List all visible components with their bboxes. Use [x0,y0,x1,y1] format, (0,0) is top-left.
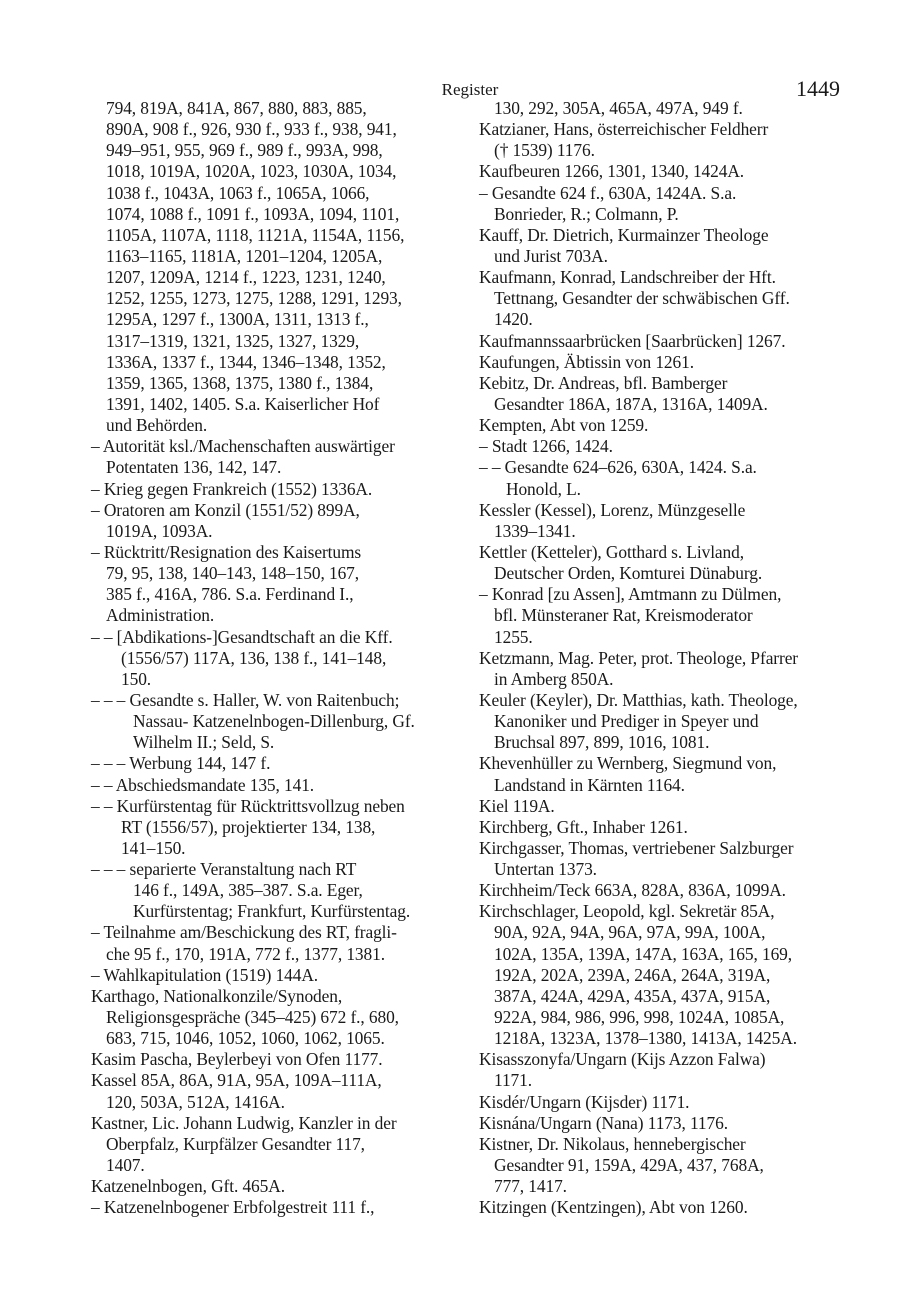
index-line: Kisasszonyfa/Ungarn (Kijs Azzon Falwa) [479,1049,766,1070]
index-line: 1317–1319, 1321, 1325, 1327, 1329, [106,330,360,351]
index-line: Khevenhüller zu Wernberg, Siegmund von, [479,753,777,774]
index-line: (1556/57) 117A, 136, 138 f., 141–148, [121,647,387,668]
index-line: Kauff, Dr. Dietrich, Kurmainzer Theologe [479,224,769,245]
index-line: 794, 819A, 841A, 867, 880, 883, 885, [106,98,367,118]
index-line: Kirchschlager, Leopold, kgl. Sekretär 85A, [479,901,775,922]
index-line: 141–150. [121,837,186,858]
index-line: 1391, 1402, 1405. S.a. Kaiserlicher Hof [106,393,380,414]
index-line: – – – separierte Veranstaltung nach RT [91,859,357,880]
index-line: che 95 f., 170, 191A, 772 f., 1377, 1381. [106,943,385,964]
index-line: 79, 95, 138, 140–143, 148–150, 167, [106,563,360,584]
index-line: 1252, 1255, 1273, 1275, 1288, 1291, 1293, [106,288,402,309]
index-line: 1171. [494,1070,532,1091]
index-line: – Rücktritt/Resignation des Kaisertums [91,541,362,562]
index-line: Kistner, Dr. Nikolaus, hennebergischer [479,1133,746,1154]
index-line: – Autorität ksl./Machenschaften auswärtiger [91,436,395,457]
index-line: 1074, 1088 f., 1091 f., 1093A, 1094, 1101, [106,203,400,224]
index-line: Kirchheim/Teck 663A, 828A, 836A, 1099A. [479,880,786,901]
index-line: Potentaten 136, 142, 147. [106,457,282,478]
index-line: Oberpfalz, Kurpfälzer Gesandter 117, [106,1133,365,1154]
index-line: Administration. [106,605,215,626]
index-line: – Oratoren am Konzil (1551/52) 899A, [91,499,360,520]
index-line: – Katzenelnbogener Erbfolgestreit 111 f., [91,1197,375,1218]
running-header: Register [441,80,499,99]
index-line: 385 f., 416A, 786. S.a. Ferdinand I., [106,584,354,605]
index-column-left [91,98,478,1218]
index-line: Bonrieder, R.; Colmann, P. [494,203,679,224]
index-line: 90A, 92A, 94A, 96A, 97A, 99A, 100A, [494,922,766,943]
index-line: Kasim Pascha, Beylerbeyi von Ofen 1177. [91,1049,383,1070]
index-line: Kanoniker und Prediger in Speyer und [494,711,759,732]
index-line: 1255. [494,626,533,647]
index-line: – Konrad [zu Assen], Amtmann zu Dülmen, [479,584,782,605]
index-line: – – Abschiedsmandate 135, 141. [91,774,315,795]
index-line: 1163–1165, 1181A, 1201–1204, 1205A, [106,245,383,266]
index-line: Karthago, Nationalkonzile/Synoden, [91,985,343,1006]
index-line: Religionsgespräche (345–425) 672 f., 680, [106,1007,399,1028]
index-line: – – Kurfürstentag für Rücktrittsvollzug neben [91,795,405,816]
index-line: – Stadt 1266, 1424. [479,436,613,457]
index-line: Kebitz, Dr. Andreas, bfl. Bamberger [479,372,728,393]
index-line: – Teilnahme am/Beschickung des RT, fragli- [91,922,397,943]
index-line: und Behörden. [106,415,208,436]
index-line: 683, 715, 1046, 1052, 1060, 1062, 1065. [106,1028,385,1049]
index-line: 130, 292, 305A, 465A, 497A, 949 f. [494,98,743,118]
index-line: 1420. [494,309,533,330]
index-line: Kaufungen, Äbtissin von 1261. [479,351,694,372]
index-line: 922A, 984, 986, 996, 998, 1024A, 1085A, [494,1007,785,1028]
index-line: Kessler (Kessel), Lorenz, Münzgeselle [479,499,746,520]
index-line: – Gesandte 624 f., 630A, 1424A. S.a. [479,182,737,203]
index-line: Kisdér/Ungarn (Kijsder) 1171. [479,1091,690,1112]
index-line: Kaufmannssaarbrücken [Saarbrücken] 1267. [479,330,786,351]
index-line: 890A, 908 f., 926, 930 f., 933 f., 938, 941, [106,119,397,140]
index-line: Kirchberg, Gft., Inhaber 1261. [479,816,688,837]
index-line: 1218A, 1323A, 1378–1380, 1413A, 1425A. [494,1028,797,1049]
index-line: 777, 1417. [494,1176,567,1197]
index-line: 1207, 1209A, 1214 f., 1223, 1231, 1240, [106,267,386,288]
index-line: – – – Gesandte s. Haller, W. von Raitenbuch; [91,689,400,710]
index-line: Untertan 1373. [494,859,597,880]
index-line: Kiel 119A. [479,795,555,816]
index-line: Tettnang, Gesandter der schwäbischen Gff. [494,288,790,309]
index-line: Kassel 85A, 86A, 91A, 95A, 109A–111A, [91,1070,382,1091]
index-line: Bruchsal 897, 899, 1016, 1081. [494,732,710,753]
index-line: Kettler (Ketteler), Gotthard s. Livland, [479,541,744,562]
index-line: 387A, 424A, 429A, 435A, 437A, 915A, [494,985,771,1006]
index-line: – Wahlkapitulation (1519) 144A. [91,964,319,985]
index-line: 1359, 1365, 1368, 1375, 1380 f., 1384, [106,372,374,393]
index-line: Wilhelm II.; Seld, S. [133,732,275,753]
index-line: 1295A, 1297 f., 1300A, 1311, 1313 f., [106,309,369,330]
index-line: – – Gesandte 624–626, 630A, 1424. S.a. [479,457,757,478]
index-line: in Amberg 850A. [494,668,614,689]
index-line: Kempten, Abt von 1259. [479,415,649,436]
index-line: Kastner, Lic. Johann Ludwig, Kanzler in der [91,1112,397,1133]
index-line: 102A, 135A, 139A, 147A, 163A, 165, 169, [494,943,793,964]
index-line: bfl. Münsteraner Rat, Kreismoderator [494,605,753,626]
index-line: 1336A, 1337 f., 1344, 1346–1348, 1352, [106,351,386,372]
index-line: – – [Abdikations-]Gesandtschaft an die Kff. [91,626,393,647]
index-line: Landstand in Kärnten 1164. [494,774,685,795]
index-line: 146 f., 149A, 385–387. S.a. Eger, [133,880,363,901]
index-line: Kurfürstentag; Frankfurt, Kurfürstentag. [133,901,411,922]
index-line: 1105A, 1107A, 1118, 1121A, 1154A, 1156, [106,224,405,245]
index-line: RT (1556/57), projektierter 134, 138, [121,816,376,837]
page-number: 1449 [796,76,840,101]
index-line: Kirchgasser, Thomas, vertriebener Salzburger [479,837,794,858]
index-line: 1019A, 1093A. [106,520,213,541]
index-column-right [479,98,851,1218]
index-line: Katzianer, Hans, österreichischer Feldherr [479,119,769,140]
index-line: Keuler (Keyler), Dr. Matthias, kath. Theologe, [479,689,798,710]
index-line: 1018, 1019A, 1020A, 1023, 1030A, 1034, [106,161,397,182]
index-line: Nassau- Katzenelnbogen-Dillenburg, Gf. [133,711,415,732]
index-line: Deutscher Orden, Komturei Dünaburg. [494,563,763,584]
index-line: Ketzmann, Mag. Peter, prot. Theologe, Pfarrer [479,647,799,668]
index-line: Katzenelnbogen, Gft. 465A. [91,1176,285,1197]
index-line: 1339–1341. [494,520,576,541]
index-line: 192A, 202A, 239A, 246A, 264A, 319A, [494,964,771,985]
index-line: 1038 f., 1043A, 1063 f., 1065A, 1066, [106,182,370,203]
index-line: Kitzingen (Kentzingen), Abt von 1260. [479,1197,748,1218]
index-line: 120, 503A, 512A, 1416A. [106,1091,285,1112]
index-line: und Jurist 703A. [494,245,608,266]
index-line: – – – Werbung 144, 147 f. [91,753,271,774]
index-line: († 1539) 1176. [494,140,595,161]
index-line: 1407. [106,1155,145,1176]
index-line: Honold, L. [506,478,581,499]
index-line: Gesandter 186A, 187A, 1316A, 1409A. [494,393,768,414]
index-line: 150. [121,668,152,689]
index-line: 949–951, 955, 969 f., 989 f., 993A, 998, [106,140,383,161]
index-line: Kaufmann, Konrad, Landschreiber der Hft. [479,267,776,288]
index-line: Kisnána/Ungarn (Nana) 1173, 1176. [479,1112,728,1133]
index-line: Gesandter 91, 159A, 429A, 437, 768A, [494,1155,764,1176]
index-line: – Krieg gegen Frankreich (1552) 1336A. [91,478,373,499]
index-line: Kaufbeuren 1266, 1301, 1340, 1424A. [479,161,745,182]
